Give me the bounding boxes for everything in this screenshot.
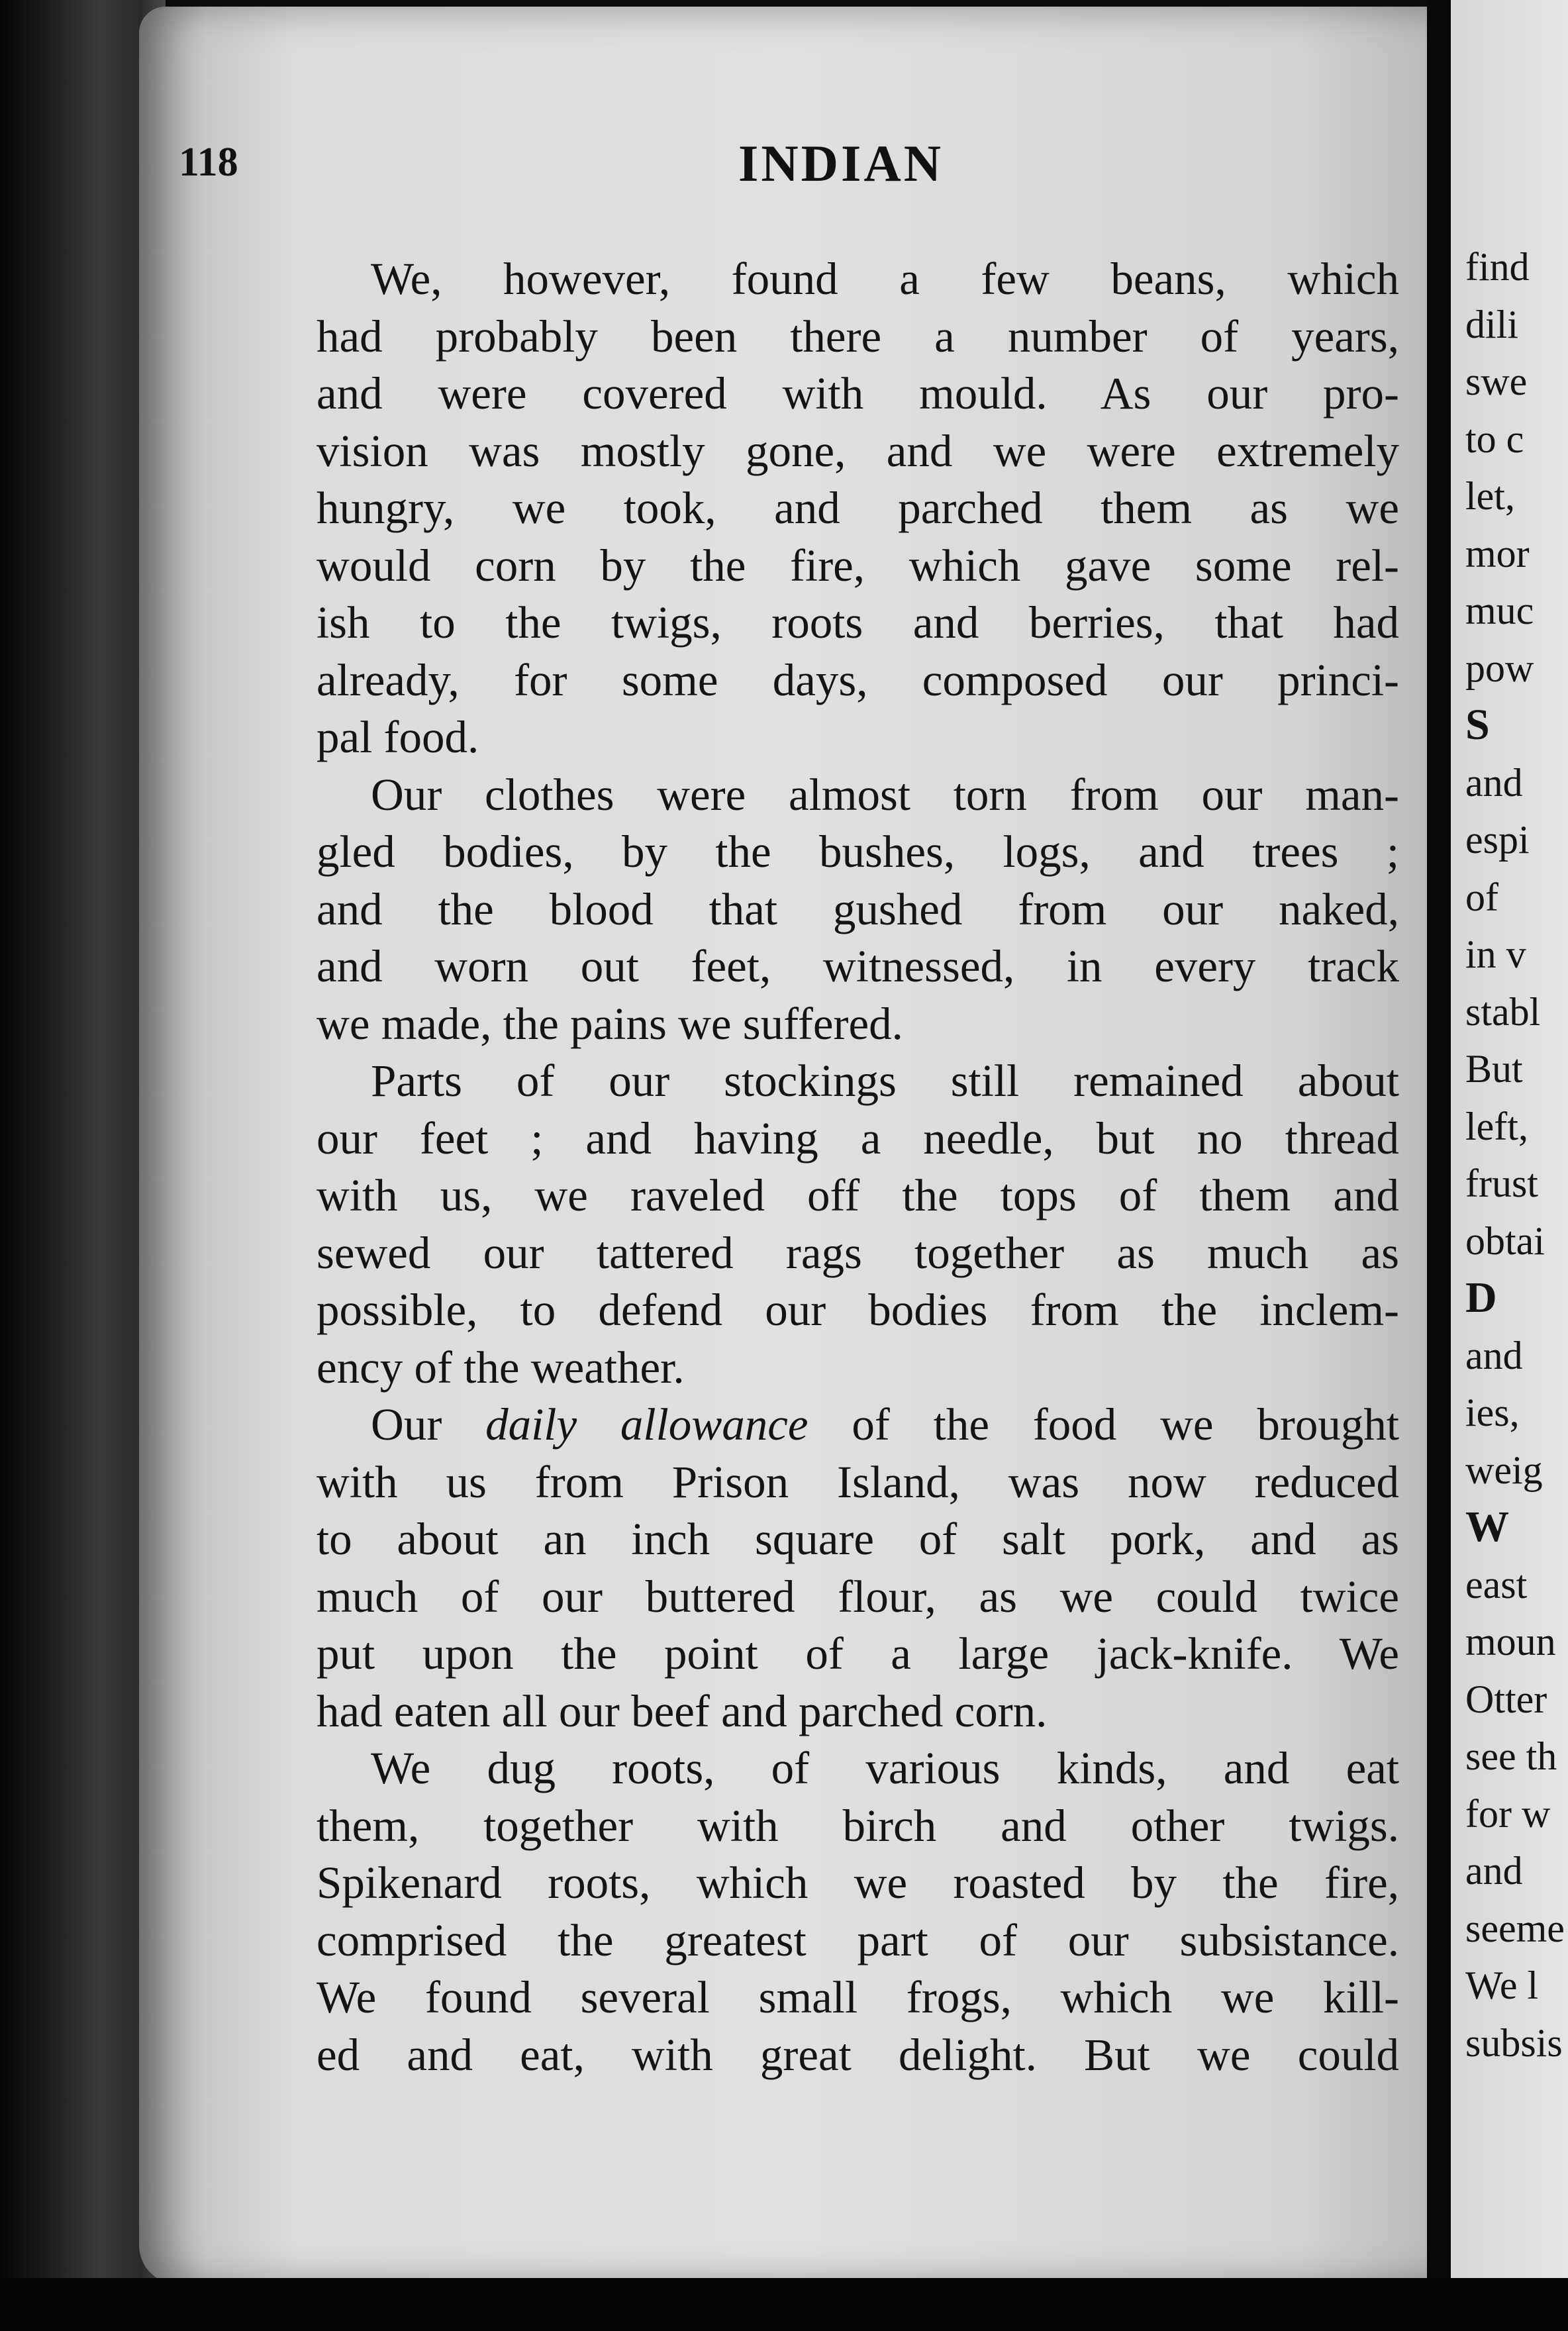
facing-text-line: seeme <box>1465 1906 1565 1950</box>
text-line: and worn out feet, witnessed, in every track <box>317 941 1399 991</box>
text-line: hungry, we took, and parched them as we <box>317 483 1399 533</box>
facing-text-line: and <box>1465 1849 1523 1893</box>
text-line: put upon the point of a large jack-knife. We <box>317 1628 1399 1679</box>
text-line: Our clothes were almost torn from our man- <box>371 769 1399 820</box>
facing-text-line: We l <box>1465 1963 1539 2007</box>
facing-text-line: stabl <box>1465 989 1541 1034</box>
facing-text-line: to c <box>1465 417 1524 461</box>
facing-text-line: dili <box>1465 302 1519 346</box>
facing-text-line: espi <box>1465 818 1530 862</box>
facing-text-line: swe <box>1465 360 1528 403</box>
facing-text-line: left, <box>1465 1104 1528 1148</box>
text-line: pal food. <box>317 712 479 762</box>
text-line: we made, the pains we suffered. <box>317 998 903 1049</box>
text-run: Our <box>371 1399 442 1450</box>
facing-text-line: of <box>1465 875 1498 919</box>
facing-text-line: and <box>1465 760 1523 805</box>
facing-text-line: east <box>1465 1562 1528 1607</box>
facing-text-line: mor <box>1465 531 1530 575</box>
facing-text-line: let, <box>1465 474 1515 518</box>
facing-page <box>1451 0 1568 2331</box>
text-line: We found several small frogs, which we kill- <box>317 1972 1399 2022</box>
text-line: Spikenard roots, which we roasted by the fire, <box>317 1858 1399 1908</box>
text-line: them, together with birch and other twigs. <box>317 1800 1399 1851</box>
text-line: ish to the twigs, roots and berries, that had <box>317 597 1399 648</box>
facing-text-line: ies, <box>1465 1391 1520 1434</box>
facing-text-line: obtai <box>1465 1218 1545 1263</box>
facing-text-line: D <box>1465 1273 1497 1322</box>
facing-text-line: see th <box>1465 1734 1557 1778</box>
text-line: comprised the greatest part of our subsistance. <box>317 1914 1399 1965</box>
text-line: and were covered with mould. As our pro- <box>317 368 1399 419</box>
text-line: and the blood that gushed from our naked, <box>317 883 1399 934</box>
body-text <box>317 250 1399 2083</box>
book-gutter <box>1427 0 1451 2331</box>
text-line: ency of the weather. <box>317 1342 685 1393</box>
text-line: gled bodies, by the bushes, logs, and trees ; <box>317 826 1399 877</box>
text-line: vision was mostly gone, and we were extremely <box>317 425 1399 476</box>
text-line: sewed our tattered rags together as much as <box>317 1227 1399 1278</box>
facing-text-line: Otter <box>1465 1677 1547 1721</box>
facing-text-line: subsis <box>1465 2020 1563 2065</box>
text-line: had probably been there a number of years, <box>317 311 1399 362</box>
text-run: of the food we brought <box>852 1399 1399 1450</box>
text-line: had eaten all our beef and parched corn. <box>317 1685 1048 1736</box>
scan-bottom-edge <box>0 2278 1568 2331</box>
facing-text-line: But <box>1465 1047 1523 1091</box>
facing-text-line: W <box>1465 1503 1509 1551</box>
text-line: possible, to defend our bodies from the inclem- <box>317 1285 1399 1335</box>
facing-text-line: in v <box>1465 932 1526 976</box>
facing-text-line: moun <box>1465 1620 1556 1663</box>
running-title: INDIAN <box>738 134 944 192</box>
text-line: ed and eat, with great delight. But we could <box>317 2029 1399 2080</box>
page-number: 118 <box>179 140 238 185</box>
facing-text-line: and <box>1465 1333 1523 1377</box>
facing-text-line: muc <box>1465 589 1534 632</box>
text-line: We, however, found a few beans, which <box>371 254 1399 304</box>
facing-text-line: pow <box>1465 646 1534 690</box>
text-line: already, for some days, composed our princi- <box>317 654 1399 705</box>
text-line: much of our buttered flour, as we could twice <box>317 1571 1399 1622</box>
text-line: We dug roots, of various kinds, and eat <box>371 1743 1399 1793</box>
text-line: Parts of our stockings still remained about <box>371 1056 1399 1106</box>
text-line <box>317 1396 1399 1454</box>
facing-text-line: S <box>1465 701 1490 749</box>
text-line: with us from Prison Island, was now reduced <box>317 1456 1399 1507</box>
text-line: with us, we raveled off the tops of them and <box>317 1170 1399 1220</box>
facing-text-line: find <box>1465 245 1530 289</box>
text-line: our feet ; and having a needle, but no thread <box>317 1113 1399 1164</box>
facing-text-line: frust <box>1465 1162 1538 1205</box>
text-line: would corn by the fire, which gave some rel- <box>317 540 1399 591</box>
facing-text-line: for w <box>1465 1791 1551 1836</box>
italic-phrase: daily allowance <box>485 1399 808 1450</box>
facing-text-line: weig <box>1465 1448 1543 1492</box>
facing-page-text <box>1465 238 1565 2071</box>
text-line: to about an inch square of salt pork, and as <box>317 1514 1399 1564</box>
